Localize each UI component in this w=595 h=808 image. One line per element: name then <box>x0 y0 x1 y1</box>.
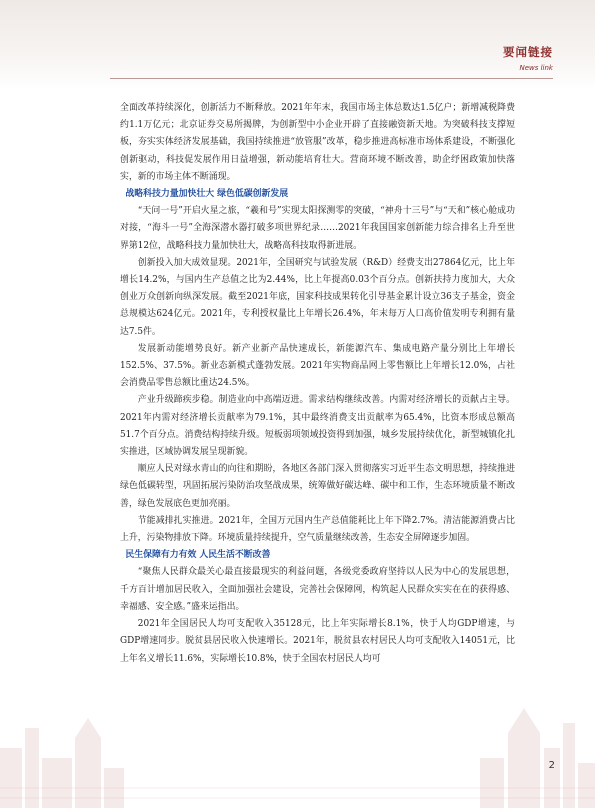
paragraph: 顺应人民对绿水青山的向往和期盼，各地区各部门深入贯彻落实习近平生态文明思想，持续推进绿色低碳转型，巩固拓展污染防治攻坚战成果，统筹做好碳达峰、碳中和工作，生态环境质量不断改善，绿色发展底色更加亮丽。 <box>120 464 515 509</box>
article-body <box>120 100 515 668</box>
paragraph: 创新投入加大成效显现。2021年，全国研究与试验发展（R&D）经费支出27864亿元，比上年增长14.2%，与国内生产总值之比为2.44%，比上年提高0.03个百分点。创新扶持力度加大，大众创业万众创新向纵深发展。截至2021年底，国家科技成果转化引导基金累计设立36支子基金，资金总规模达624亿元。2021年，专利授权量比上年增长26.4%，年末每万人口高价值发明专利拥有量达7.5件。 <box>120 257 515 337</box>
paragraph: 2021年全国居民人均可支配收入35128元，比上年实际增长8.1%，快于人均GDP增速，与GDP增速同步。脱贫县居民收入快速增长。2021年，脱贫县农村居民人均可支配收入14051元，比上年名义增长11.6%，实际增长10.8%，快于全国农村居民人均可 <box>120 619 515 664</box>
section-title: 要闻链接 <box>503 45 553 59</box>
paragraph: “天问一号”开启火星之旅，“羲和号”实现太阳探测零的突破，“神舟十三号”与“天和”核心舱成功对接，“海斗一号”全海深潜水器打破多项世界纪录……2021年我国国家创新能力综合排名上升至世界第12位，战略科技力量加快壮大，战略高科技取得新进展。 <box>120 206 515 251</box>
header-divider <box>110 78 553 79</box>
section-subtitle: News link <box>519 64 553 72</box>
paragraph: “聚焦人民群众最关心最直接最现实的利益问题，各级党委政府坚持以人民为中心的发展思想，千方百计增加居民收入，全面加强社会建设，完善社会保障网，构筑起人民群众实实在在的获得感、幸福感、安全感。”盛来运指出。 <box>120 567 515 612</box>
paragraph: 产业升级蹄疾步稳。制造业向中高端迈进。需求结构继续改善。内需对经济增长的贡献占主导。2021年内需对经济增长贡献率为79.1%，其中最终消费支出贡献率为65.4%，比资本形成总额高51.7个百分点。消费结构持续升级。短板弱项领域投资得到加强，城乡发展持续优化，新型城镇化扎实推进，区域协调发展呈现新貌。 <box>120 395 515 458</box>
paragraph: 全面改革持续深化，创新活力不断释放。2021年年末，我国市场主体总数达1.5亿户；新增减税降费约1.1万亿元；北京证券交易所揭牌，为创新型中小企业开辟了直接融资新天地。为突破科技支撑短板，夯实实体经济发展基础，我国持续推进“放管服”改革，稳步推进高标准市场体系建设，不断强化创新驱动，科技促发展作用日益增强，新动能培育壮大。营商环境不断改善，助企纾困政策加快落实，新的市场主体不断涌现。 <box>120 103 515 182</box>
skyline-illustration <box>0 688 595 808</box>
page-number: 2 <box>548 760 555 771</box>
paragraph: 发展新动能增势良好。新产业新产品快速成长，新能源汽车、集成电路产量分别比上年增长152.5%、37.5%。新业态新模式蓬勃发展。2021年实物商品网上零售额比上年增长12.0%，占社会消费品零售总额比重达24.5%。 <box>120 343 515 389</box>
section-heading: 民生保障有力有效 人民生活不断改善 <box>125 550 271 561</box>
section-heading: 战略科技力量加快壮大 绿色低碳创新发展 <box>125 189 289 200</box>
paragraph: 节能减排扎实推进。2021年，全国万元国内生产总值能耗比上年下降2.7%。清洁能源消费占比上升，污染物排放下降。环境质量持续提升，空气质量继续改善，生态安全屏障逐步加固。 <box>120 515 515 544</box>
